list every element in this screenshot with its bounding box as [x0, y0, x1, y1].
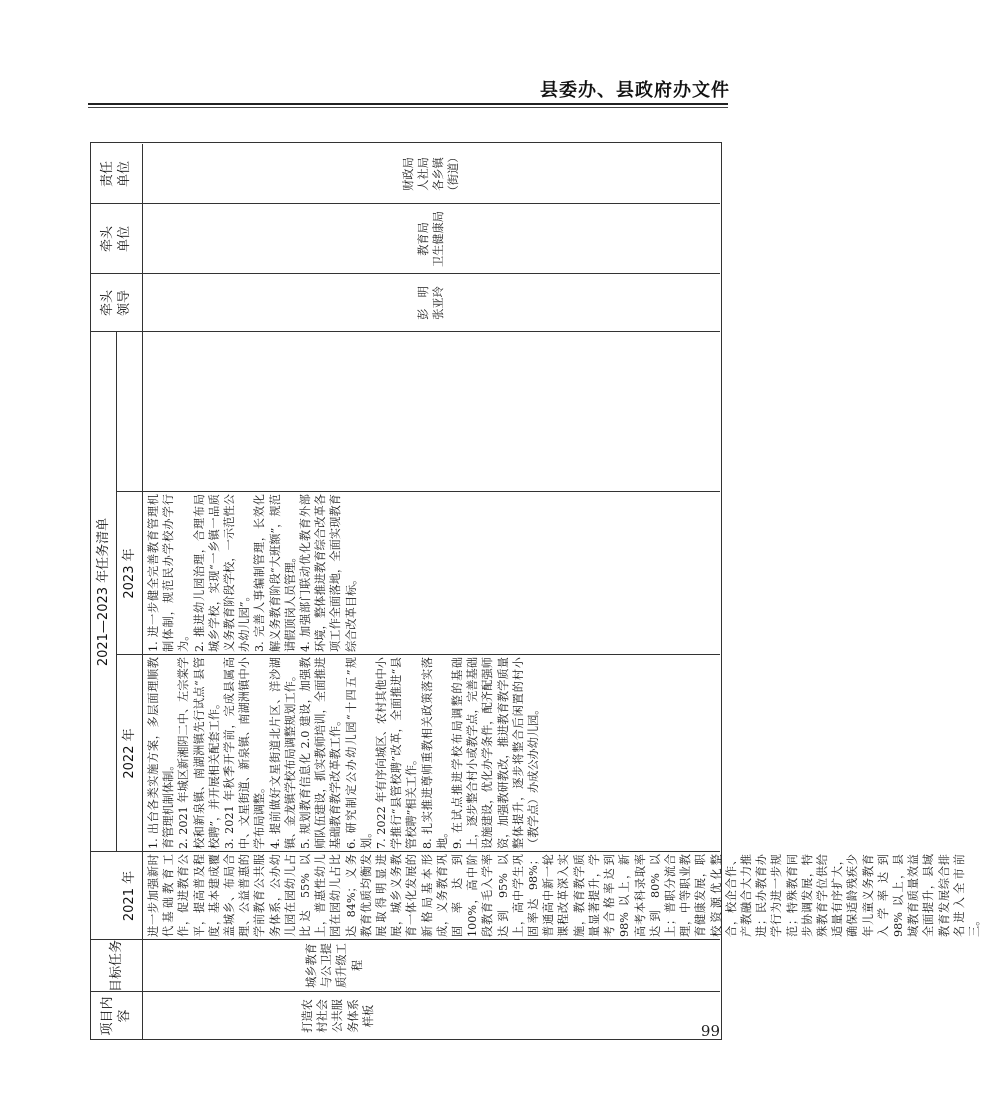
- lead-leader: 彭 明 张亚玲: [416, 286, 445, 320]
- task-2022-item: 1. 出台各类实施方案，多层面理顺教育管理机制体制。: [147, 657, 176, 849]
- task-2022-item: 2. 2021 年城区新湘阴二中、左宗棠学校和新泉镇、南湖洲镇先行试点“县管校聘”，并开展相关配套工作。: [177, 657, 221, 849]
- responsible-unit: 财政局 人社局 各乡镇 （街道）: [401, 151, 461, 197]
- page-number: 99: [700, 1022, 720, 1040]
- header-2023: 2023 年: [121, 548, 137, 599]
- header-2022: 2022 年: [121, 728, 137, 779]
- header-project: 项目内容: [100, 996, 132, 1036]
- task-2022-item: 7. 2022 年有序向城区、农村其他中小学推行“县管校聘”改革，全面推进“县管校聘”相关工作。: [375, 657, 419, 849]
- task-2023-item: 3. 完善人事编制管理，长效化解义务教育阶段“大班额”，规范请假顶岗人员管理。: [253, 494, 297, 652]
- task-table: [90, 142, 981, 1040]
- task-2022-item: 4. 提前做好文星街道北片区、洋沙湖镇、金龙镇学校布局调整规划工作。: [268, 657, 297, 849]
- project-content: 打造农村社会公共服务体系样板: [301, 999, 375, 1033]
- document-header-title: 县委办、县政府办文件: [540, 80, 730, 101]
- header-rule-thin: [88, 107, 728, 108]
- header-rule: [88, 103, 728, 105]
- task-2023: [146, 494, 716, 652]
- task-2021: 进一步加强新时代基础教育工作，促进教育公平，提高普及程度，基本建成覆盖城乡、布局合理、公益普惠的学前教育公共服务体系，公办幼儿园在园幼儿占比达 55% 以上，普惠性幼儿园在园幼儿占比达 84%；义务教育优质均衡发展取得明显进展，城乡义务教育一体化发展的新格局基本形成，义务教育巩固率达到 100%，高中阶段教育毛入学率达到 95% 以上，高中学生巩固率达 98%；普通高中新一轮课程改革深入实施，教育教学质量显著提升，学考合格率达到 98% 以上，新高考本科录取率达到 80% 以上；普职分流合理，中等职业教育健康发展，职校资源优化整合，校企合作、产教融合大力推进；民办教育办学行为进一步规范；特殊教育同步协调发展，特殊教育学位供给适量有序扩大，确保适龄残疾少年儿童义务教育入学率达到 98% 以上，县域教育质量效益全面提升，县域教育发展综合排名进入全市前三。: [147, 854, 981, 937]
- lead-unit: 教育局 卫生健康局: [416, 211, 445, 267]
- header-resp-unit: 责任 单位: [100, 161, 132, 188]
- header-task-list: 2021—2023 年任务清单: [95, 517, 111, 667]
- task-2022-item: 6. 研究制定公办幼儿园“十四五”规划。: [344, 657, 373, 849]
- task-2023-item: 1. 进一步健全完善教育管理机制体制，规范民办学校办学行为。: [147, 494, 191, 652]
- goal-task: 城乡教育与公卫提质升级工程: [305, 943, 364, 988]
- task-2022-item: 3. 2021 年秋季开学前，完成县属高中、文星街道、新泉镇、南湖洲镇中小学布局调整。: [223, 657, 267, 849]
- task-2023-item: 4. 加强部门联动优化教育外部环境，整体推进教育综合改革各项工作全面落地，全面实现教育综合改革目标。: [299, 494, 358, 652]
- header-lead-unit: 牵头 单位: [100, 226, 132, 253]
- task-2022-item: 9. 在试点推进学校布局调整的基础上，逐步整合村小或教学点，完善基础设施建设，优化办学条件，配齐配强师资，加强教研教改，推进教育教学质量整体提升，逐步将整合后闲置的村小（教学点）办成公办幼儿园。: [451, 657, 541, 849]
- task-2023-item: 2. 推进幼儿园治理，合理布局城乡学校，实现“一乡镇一品质义务教育阶段学校，一示范性公办幼儿园”。: [192, 494, 252, 652]
- task-2022-item: 5. 规划教育信息化 2.0 建设，加强教师队伍建设，抓实教师培训，全面推进基础教育教学改革教工作。: [299, 657, 343, 849]
- task-2022-item: 8. 扎实推进尊师重教相关政策落实落地。: [420, 657, 449, 849]
- task-2022: [146, 657, 716, 849]
- header-lead-leader: 牵头 领导: [100, 290, 132, 317]
- header-goal: 目标任务: [108, 939, 124, 992]
- header-2021: 2021 年: [121, 870, 137, 922]
